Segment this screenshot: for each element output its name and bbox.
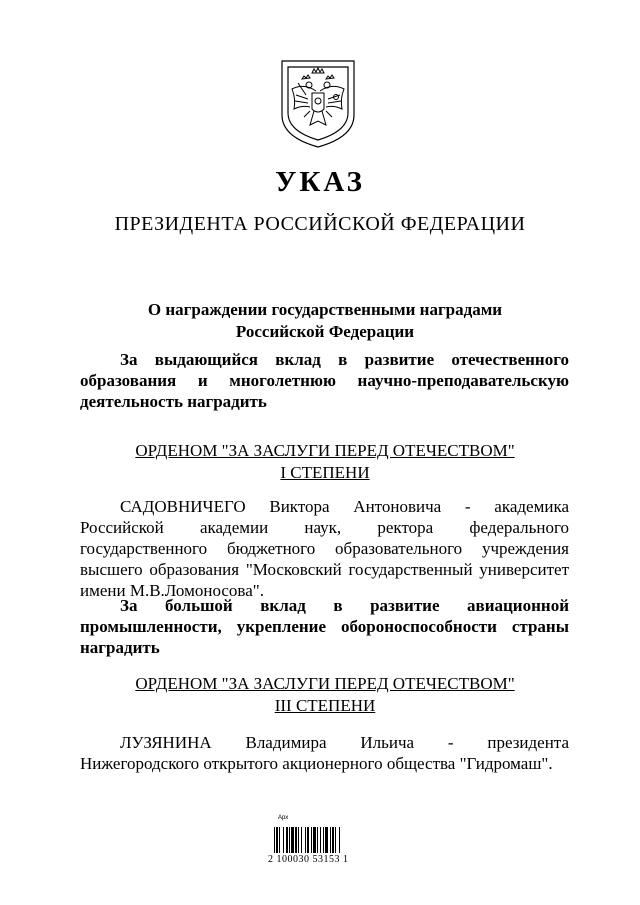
section1-order-name [80,440,570,484]
decree-subtitle: ПРЕЗИДЕНТА РОССИЙСКОЙ ФЕДЕРАЦИИ [114,213,526,235]
section2-awardee: ЛУЗЯНИНА Владимира Ильича - президента Нижегородского открытого акционерного общества "Гидромаш". [80,733,569,773]
section1-intro: За выдающийся вклад в развитие отечественного образования и многолетнюю научно-преподавательскую деятельность наградить [80,350,569,411]
barcode-icon [268,827,378,853]
section1-awardee: САДОВНИЧЕГО Виктора Антоновича - академика Российской академии наук, ректора федерального государственного бюджетного образовательного учреждения высшего образования "Московский государственный университет имени М.В.Ломоносова". [80,497,569,600]
section2-order-name [80,673,570,717]
section1-order-line-1: ОРДЕНОМ "ЗА ЗАСЛУГИ ПЕРЕД ОТЕЧЕСТВОМ" [135,441,515,460]
barcode-top-label: Арх [278,815,289,821]
coat-of-arms-icon [276,55,360,149]
decree-heading [80,299,570,343]
heading-line-2: Российской Федерации [235,322,415,341]
decree-title: УКАЗ [275,166,365,198]
section2-order-line-2: III СТЕПЕНИ [274,696,376,715]
barcode-number: 2 100030 53153 1 [268,854,349,865]
section2-intro: За большой вклад в развитие авиационной промышленности, укрепление обороноспособности страны наградить [80,596,569,657]
section1-order-line-2: I СТЕПЕНИ [280,463,370,482]
section2-order-line-1: ОРДЕНОМ "ЗА ЗАСЛУГИ ПЕРЕД ОТЕЧЕСТВОМ" [135,674,515,693]
heading-line-1: О награждении государственными наградами [147,300,503,319]
